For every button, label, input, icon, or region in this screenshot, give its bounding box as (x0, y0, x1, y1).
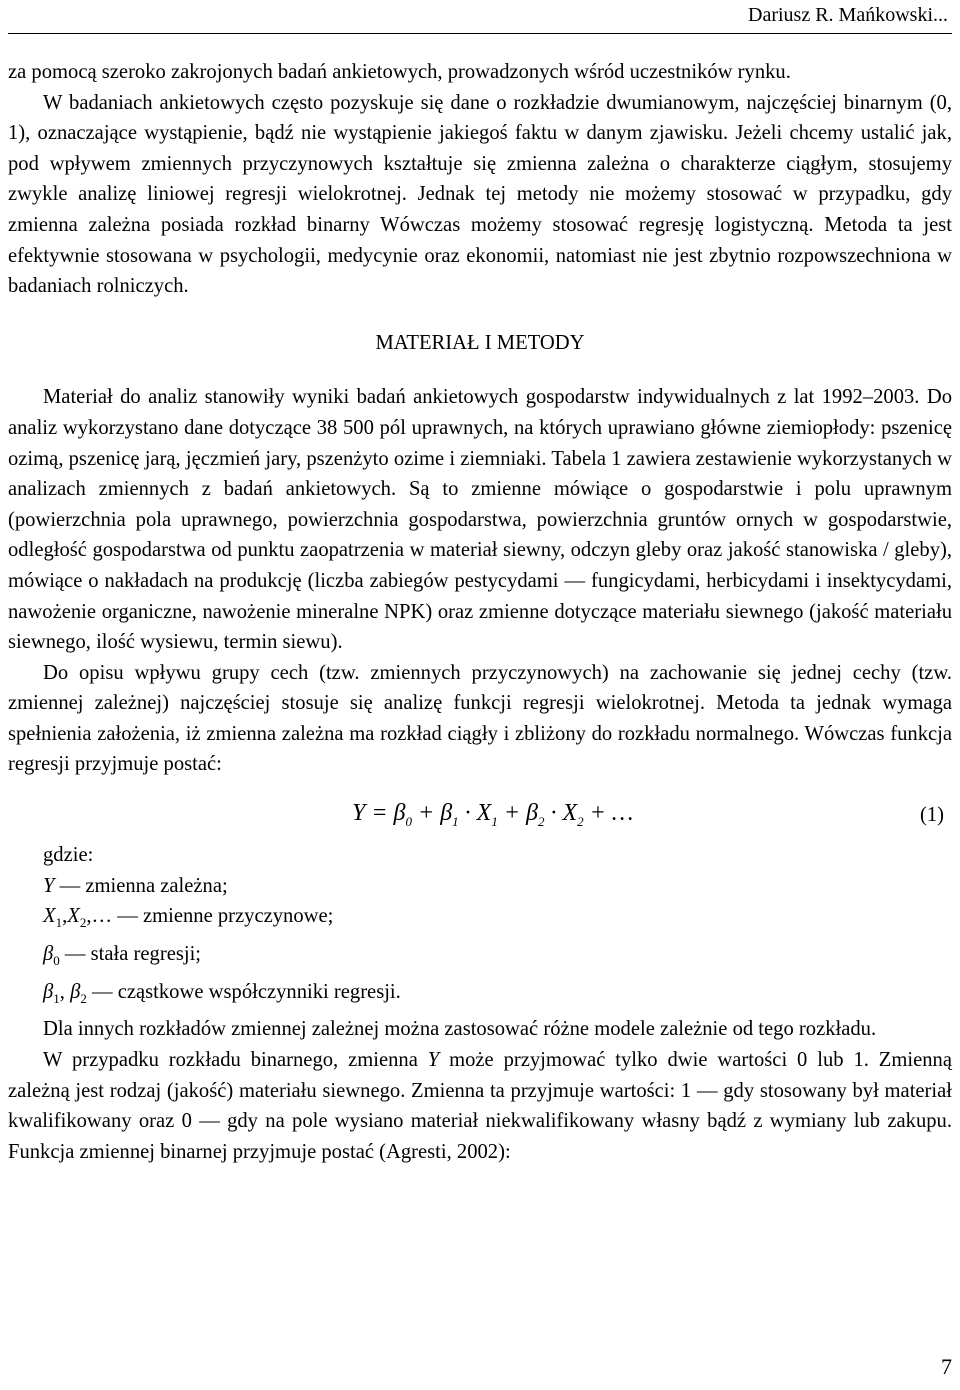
def-beta12: $\beta_1$, $\beta_2$ — cząstkowe współczynniki regresji. (43, 980, 401, 1006)
header-rule (8, 33, 952, 34)
equation-1 (8, 788, 952, 840)
def-beta0: $\beta_0$ — stała regresji; (43, 942, 202, 969)
paragraph-4: Dla innych rozkładów zmiennej zależnej można zastosować różne modele zależnie od tego rozkładu. (43, 1018, 877, 1041)
regression-formula: $Y = \beta_0 + \beta_1 \cdot X_1 + \beta_2 \cdot X_2$ + … (352, 800, 634, 829)
paragraph-3: Do opisu wpływu grupy cech (tzw. zmiennych przyczynowych) na zachowanie się jednej cechy (tzw. zmiennej zależnej) najczęściej stosuje się analizę funkcji regresji wielokrotnej. Metoda ta jednak wymaga spełnienia założenia, iż zmienna zależna ma rozkład ciągły i zbliżony do rozkładu normalnego. Wówczas funkcja regresji przyjmuje postać: (8, 661, 952, 776)
running-head (0, 0, 960, 35)
paragraph-0: za pomocą szeroko zakrojonych badań ankietowych, prowadzonych wśród uczestników rynku. (8, 61, 791, 83)
equation-number: (1) (919, 804, 944, 827)
running-head-text: Dariusz R. Mańkowski... (748, 4, 948, 26)
page-number: 7 (941, 1354, 952, 1379)
paragraph-5: W przypadku rozkładu binarnego, zmienna Y może przyjmować tylko dwie wartości 0 lub 1. Zmienną zależną jest rodzaj (jakość) materiału siewnego. Zmienna ta przyjmuje wartości: 1 — gdy stosowany był materiał kwalifikowany oraz 0 — gdy na pole wysiano materiał niekwalifikowany własny bądź z wymiany lub zakupu. Funkcja zmiennej binarnej przyjmuje postać (Agresti, 2002): (8, 1048, 952, 1163)
definition-list (8, 840, 952, 1014)
gdzie-label: gdzie: (43, 844, 94, 867)
def-x: $X_1,X_2,\dots$ — zmienne przyczynowe; (43, 905, 334, 931)
section-heading: MATERIAŁ I METODY (375, 331, 585, 354)
paragraph-2: Materiał do analiz stanowiły wyniki badań ankietowych gospodarstw indywidualnych z lat 1992–2003. Do analiz wykorzystano dane dotyczące 38 500 pól uprawnych, na których uprawiano główne ziemiopłody: pszenicę ozimą, pszenicę jarą, jęczmień jary, pszenżyto ozime i ziemniaki. Tabela 1 zawiera zestawienie wykorzystanych w analizach zmiennych z badań ankietowych. Są to zmienne mówiące o gospodarstwie i polu uprawnym (powierzchnia pola uprawnego, powierzchnia gospodarstwa, powierzchnia gruntów ornych w gospodarstwie, odległość gospodarstwa od punktu zaopatrzenia w materiał siewny, odczyn gleby oraz jakość stanowiska / gleby), mówiące o nakładach na produkcję (liczba zabiegów pestycydami — fungicydami, herbicydami i insektycydami, nawożenie organiczne, nawożenie mineralne NPK) oraz zmienne dotyczące materiału siewnego (jakość materiału siewnego, ilość wysiewu, termin siewu). (8, 386, 952, 654)
paragraph-1: W badaniach ankietowych często pozyskuje się dane o rozkładzie dwumianowym, najczęściej binarnym (0, 1), oznaczające wystąpienie, bądź nie wystąpienie jakiegoś faktu w danym zjawisku. Jeżeli chcemy ustalić jak, pod wpływem zmiennych przyczynowych kształtuje się zmienna zależna o charakterze ciągłym, stosujemy zwykle analizę liniowej regresji wielokrotnej. Jednak tej metody nie możemy stosować w przypadku, gdy zmienna zależna posiada rozkład binarny Wówczas możemy stosować regresję logistyczną. Metoda ta jest efektywnie stosowana w psychologii, medycynie oraz ekonomii, natomiast nie jest zbytnio rozpowszechniona w badaniach rolniczych. (8, 91, 952, 298)
page-body (8, 57, 952, 1167)
def-y: Y — zmienna zależna; (43, 874, 228, 897)
